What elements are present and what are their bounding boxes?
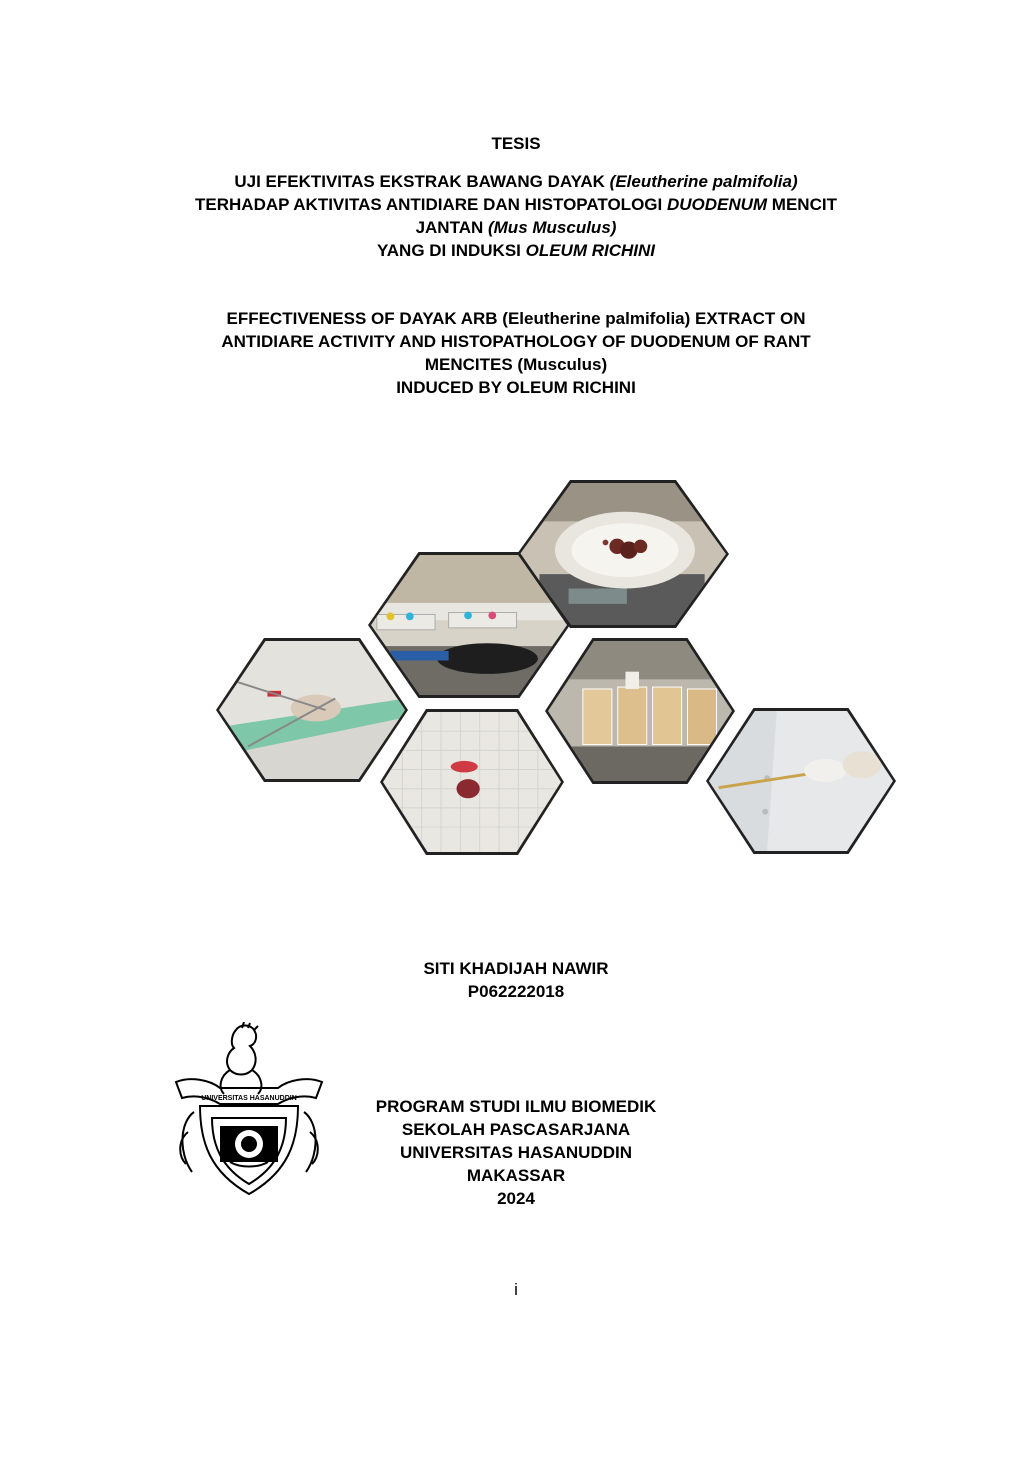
- document-type-label: TESIS: [491, 134, 541, 153]
- title-id-line-2-text: TERHADAP AKTIVITAS ANTIDIARE DAN HISTOPATOLOGI: [195, 195, 667, 214]
- institution-block: [0, 1095, 1032, 1210]
- author-block: [0, 957, 1032, 1003]
- photo-mouse-oral-gavage: [706, 708, 896, 854]
- photo-specimen-jars: [545, 638, 735, 784]
- logo-banner-text: UNIVERSITAS HASANUDDIN: [201, 1095, 297, 1102]
- title-en-line-4: INDUCED BY OLEUM RICHINI: [396, 378, 636, 397]
- title-id-line-2: [0, 193, 1032, 216]
- graduate-school: SEKOLAH PASCASARJANA: [401, 1120, 631, 1139]
- title-id-line-4: [0, 239, 1032, 262]
- title-id-line-1-text: UJI EFEKTIVITAS EKSTRAK BAWANG DAYAK: [234, 172, 610, 191]
- title-english: [0, 307, 1032, 399]
- author-name: SITI KHADIJAH NAWIR: [423, 959, 609, 978]
- title-en-line-2: ANTIDIARE ACTIVITY AND HISTOPATHOLOGY OF DUODENUM OF RANT: [221, 332, 811, 351]
- page-number: i: [514, 1280, 518, 1299]
- title-id-line-1: [0, 170, 1032, 193]
- title-indonesian: [0, 170, 1032, 262]
- title-id-line-2-italic: DUODENUM: [666, 195, 768, 214]
- title-en-line-3: MENCITES (Musculus): [424, 355, 608, 374]
- photo-tissue-sample: [380, 709, 564, 855]
- title-id-line-3-italic: (Mus Musculus): [487, 218, 617, 237]
- university-name: UNIVERSITAS HASANUDDIN: [399, 1143, 633, 1162]
- title-id-line-3: [0, 216, 1032, 239]
- title-id-line-4-text: YANG DI INDUKSI: [376, 241, 526, 260]
- year: 2024: [497, 1189, 535, 1208]
- title-id-line-3-text: JANTAN: [415, 218, 488, 237]
- title-id-line-1-italic: (Eleutherine palmifolia): [609, 172, 798, 191]
- city: MAKASSAR: [466, 1166, 566, 1185]
- title-en-line-1: EFFECTIVENESS OF DAYAK ARB (Eleutherine palmifolia) EXTRACT ON: [226, 309, 806, 328]
- document-type: [0, 132, 1032, 155]
- title-id-line-4-italic: OLEUM RICHINI: [525, 241, 655, 260]
- photo-collage: [212, 476, 904, 860]
- study-program: PROGRAM STUDI ILMU BIOMEDIK: [375, 1097, 657, 1116]
- title-id-line-2-suffix: MENCIT: [767, 195, 837, 214]
- photo-dissection: [216, 638, 408, 782]
- author-student-id: P062222018: [467, 982, 565, 1001]
